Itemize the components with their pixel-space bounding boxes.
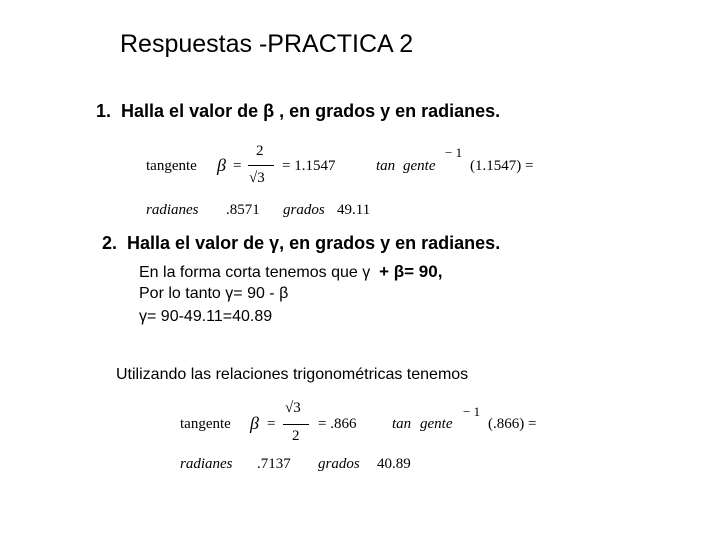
answer-line-1-prefix: En la forma corta tenemos que γ (139, 264, 371, 281)
gente-label: gente (420, 416, 453, 432)
answer-line-1-suffix: + β= 90, (379, 262, 443, 281)
answer-line-2: Por lo tanto γ= 90 - β (139, 285, 289, 302)
inverse-exponent: − 1 (463, 404, 481, 419)
tangent-result: = .866 (318, 416, 357, 432)
question-2-number: 2. (102, 233, 118, 253)
radianes-label: radianes (146, 202, 199, 218)
tan-label: tan (376, 158, 396, 174)
fraction-denominator: √3 (249, 170, 265, 186)
radianes-value: .7137 (257, 456, 291, 472)
fraction-denominator: 2 (292, 428, 300, 444)
tangente-label: tangente (146, 158, 197, 174)
inverse-argument: (.866) = (488, 416, 537, 432)
grados-label: grados (283, 202, 325, 218)
fraction-numerator: 2 (256, 143, 264, 159)
fraction-bar (283, 424, 309, 425)
fraction-bar (248, 165, 274, 166)
equals-sign: = (267, 416, 276, 432)
gente-label: gente (403, 158, 436, 174)
grados-label: grados (318, 456, 360, 472)
radianes-label: radianes (180, 456, 233, 472)
equals-sign: = (233, 158, 242, 174)
tangente-label: tangente (180, 416, 231, 432)
radianes-value: .8571 (226, 202, 260, 218)
question-2 (102, 233, 500, 254)
question-1 (96, 101, 500, 122)
fraction-numerator: √3 (285, 400, 301, 416)
grados-value: 40.89 (377, 456, 411, 472)
question-2-text: Halla el valor de γ, en grados y en radianes. (127, 233, 501, 253)
answer-line-3: γ= 90-49.11=40.89 (139, 308, 273, 325)
inverse-argument: (1.1547) = (470, 158, 534, 174)
inverse-exponent: − 1 (445, 145, 463, 160)
question-1-text: Halla el valor de β , en grados y en radianes. (121, 101, 501, 121)
grados-value: 49.11 (337, 202, 371, 218)
beta-symbol: β (250, 413, 259, 433)
page-title: Respuestas -PRACTICA 2 (120, 30, 414, 58)
answer-line-1 (139, 262, 442, 282)
beta-symbol: β (217, 155, 226, 175)
trig-intro-text: Utilizando las relaciones trigonométricas tenemos (116, 366, 469, 383)
tangent-result: = 1.1547 (282, 158, 336, 174)
tan-label: tan (392, 416, 412, 432)
question-1-number: 1. (96, 101, 112, 121)
